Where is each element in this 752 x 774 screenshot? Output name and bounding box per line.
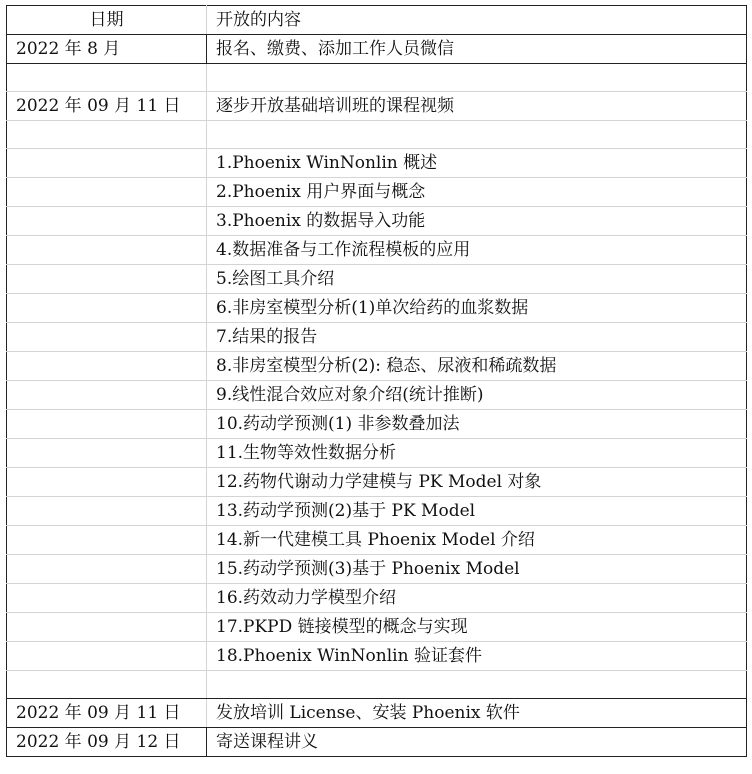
course-title: 1.Phoenix WinNonlin 概述 — [207, 149, 747, 178]
course-title: 9.线性混合效应对象介绍(统计推断) — [207, 381, 747, 410]
row-date-empty — [7, 64, 207, 92]
row-date-empty — [7, 178, 207, 207]
table-row — [7, 35, 747, 64]
table-row — [7, 699, 747, 728]
row-content-empty — [207, 64, 747, 92]
course-title: 15.药动学预测(3)基于 Phoenix Model — [207, 555, 747, 584]
row-date-empty — [7, 236, 207, 265]
course-title: 16.药效动力学模型介绍 — [207, 584, 747, 613]
course-title: 10.药动学预测(1) 非参数叠加法 — [207, 410, 747, 439]
course-row — [7, 584, 747, 613]
header-content: 开放的内容 — [207, 6, 747, 35]
course-title: 14.新一代建模工具 Phoenix Model 介绍 — [207, 526, 747, 555]
row-date-empty — [7, 323, 207, 352]
row-date-empty — [7, 526, 207, 555]
row-date-empty — [7, 671, 207, 699]
row-date-empty — [7, 613, 207, 642]
course-row — [7, 642, 747, 671]
row-date-empty — [7, 381, 207, 410]
course-row — [7, 381, 747, 410]
course-title: 4.数据准备与工作流程模板的应用 — [207, 236, 747, 265]
header-row — [7, 6, 747, 35]
schedule-table — [6, 5, 747, 757]
course-title: 5.绘图工具介绍 — [207, 265, 747, 294]
table-row — [7, 728, 747, 757]
course-title: 3.Phoenix 的数据导入功能 — [207, 207, 747, 236]
row-content-empty — [207, 121, 747, 149]
course-row — [7, 410, 747, 439]
course-title: 17.PKPD 链接模型的概念与实现 — [207, 613, 747, 642]
row-date-empty — [7, 294, 207, 323]
row-content: 寄送课程讲义 — [207, 728, 747, 757]
row-content: 逐步开放基础培训班的课程视频 — [207, 92, 747, 121]
course-row — [7, 149, 747, 178]
row-date-empty — [7, 149, 207, 178]
course-row — [7, 439, 747, 468]
course-row — [7, 207, 747, 236]
row-date-empty — [7, 642, 207, 671]
course-title: 11.生物等效性数据分析 — [207, 439, 747, 468]
row-date-empty — [7, 410, 207, 439]
row-date: 2022 年 09 月 11 日 — [7, 92, 207, 121]
row-date-empty — [7, 265, 207, 294]
row-date-empty — [7, 352, 207, 381]
row-date: 2022 年 09 月 12 日 — [7, 728, 207, 757]
course-title: 8.非房室模型分析(2): 稳态、尿液和稀疏数据 — [207, 352, 747, 381]
blank-row — [7, 671, 747, 699]
course-row — [7, 323, 747, 352]
blank-row — [7, 64, 747, 92]
course-title: 6.非房室模型分析(1)单次给药的血浆数据 — [207, 294, 747, 323]
course-row — [7, 352, 747, 381]
course-title: 12.药物代谢动力学建模与 PK Model 对象 — [207, 468, 747, 497]
course-title: 18.Phoenix WinNonlin 验证套件 — [207, 642, 747, 671]
header-date: 日期 — [7, 6, 207, 35]
course-row — [7, 294, 747, 323]
course-title: 2.Phoenix 用户界面与概念 — [207, 178, 747, 207]
row-date-empty — [7, 497, 207, 526]
course-row — [7, 265, 747, 294]
row-content: 报名、缴费、添加工作人员微信 — [207, 35, 747, 64]
course-row — [7, 236, 747, 265]
row-date-empty — [7, 584, 207, 613]
row-content-empty — [207, 671, 747, 699]
row-date-empty — [7, 121, 207, 149]
row-date-empty — [7, 468, 207, 497]
row-date: 2022 年 09 月 11 日 — [7, 699, 207, 728]
course-title: 13.药动学预测(2)基于 PK Model — [207, 497, 747, 526]
course-row — [7, 555, 747, 584]
course-row — [7, 468, 747, 497]
course-title: 7.结果的报告 — [207, 323, 747, 352]
row-date-empty — [7, 555, 207, 584]
course-row — [7, 613, 747, 642]
course-row — [7, 178, 747, 207]
row-content: 发放培训 License、安装 Phoenix 软件 — [207, 699, 747, 728]
blank-row — [7, 121, 747, 149]
course-row — [7, 497, 747, 526]
row-date-empty — [7, 207, 207, 236]
course-row — [7, 526, 747, 555]
row-date: 2022 年 8 月 — [7, 35, 207, 64]
table-row — [7, 92, 747, 121]
row-date-empty — [7, 439, 207, 468]
